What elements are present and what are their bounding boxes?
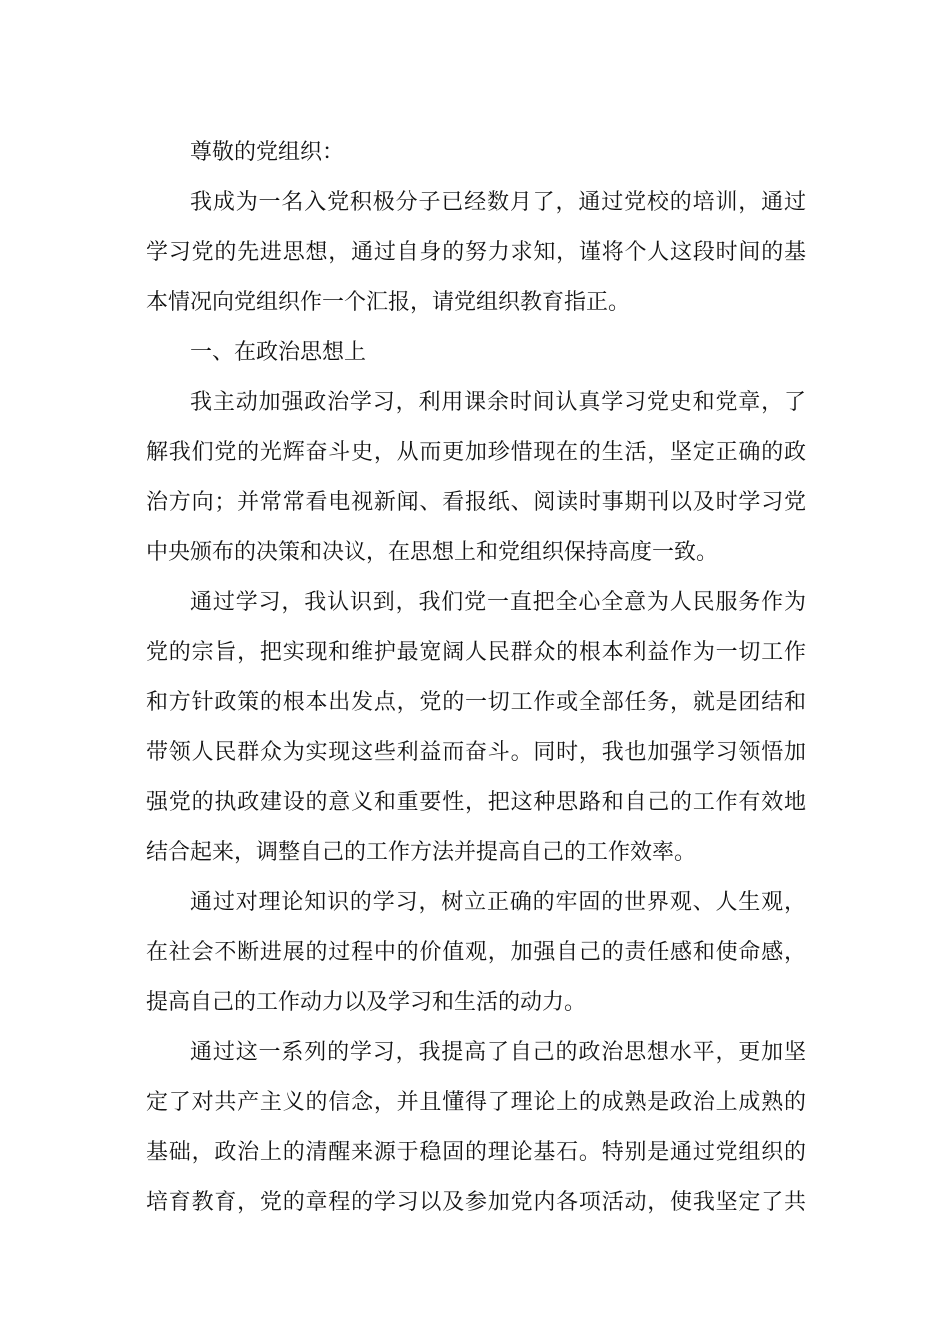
section-heading: 一、在政治思想上 <box>190 340 367 365</box>
paragraph-line: 通过学习，我认识到，我们党一直把全心全意为人民服务作为 <box>190 590 806 615</box>
paragraph-line: 治方向；并常常看电视新闻、看报纸、阅读时事期刊以及时学习党 <box>146 490 806 515</box>
paragraph-line: 和方针政策的根本出发点，党的一切工作或全部任务，就是团结和 <box>146 690 806 715</box>
paragraph-line: 在社会不断进展的过程中的价值观，加强自己的责任感和使命感， <box>146 940 806 965</box>
paragraph-line: 结合起来，调整自己的工作方法并提高自己的工作效率。 <box>146 840 697 865</box>
paragraph-line: 党的宗旨，把实现和维护最宽阔人民群众的根本利益作为一切工作 <box>146 640 806 665</box>
paragraph-line: 中央颁布的决策和决议，在思想上和党组织保持高度一致。 <box>146 540 719 565</box>
paragraph-line: 培育教育，党的章程的学习以及参加党内各项活动，使我坚定了共 <box>146 1190 806 1215</box>
paragraph-line: 通过对理论知识的学习，树立正确的牢固的世界观、人生观， <box>190 890 806 915</box>
paragraph-line: 本情况向党组织作一个汇报，请党组织教育指正。 <box>146 290 631 315</box>
paragraph-line: 强党的执政建设的意义和重要性，把这种思路和自己的工作有效地 <box>146 790 806 815</box>
paragraph-line: 提高自己的工作动力以及学习和生活的动力。 <box>146 990 587 1015</box>
paragraph-line: 我成为一名入党积极分子已经数月了，通过党校的培训，通过 <box>190 190 806 215</box>
letter-body <box>146 128 806 1228</box>
paragraph-line: 我主动加强政治学习，利用课余时间认真学习党史和党章，了 <box>190 390 806 415</box>
paragraph-line: 带领人民群众为实现这些利益而奋斗。同时，我也加强学习领悟加 <box>146 740 806 765</box>
paragraph-line: 解我们党的光辉奋斗史，从而更加珍惜现在的生活，坚定正确的政 <box>146 440 806 465</box>
paragraph-line: 定了对共产主义的信念，并且懂得了理论上的成熟是政治上成熟的 <box>146 1090 806 1115</box>
paragraph-line: 通过这一系列的学习，我提高了自己的政治思想水平，更加坚 <box>190 1040 806 1065</box>
salutation: 尊敬的党组织： <box>190 140 345 165</box>
paragraph-line: 学习党的先进思想，通过自身的努力求知，谨将个人这段时间的基 <box>146 240 806 265</box>
paragraph-line: 基础，政治上的清醒来源于稳固的理论基石。特别是通过党组织的 <box>146 1140 806 1165</box>
